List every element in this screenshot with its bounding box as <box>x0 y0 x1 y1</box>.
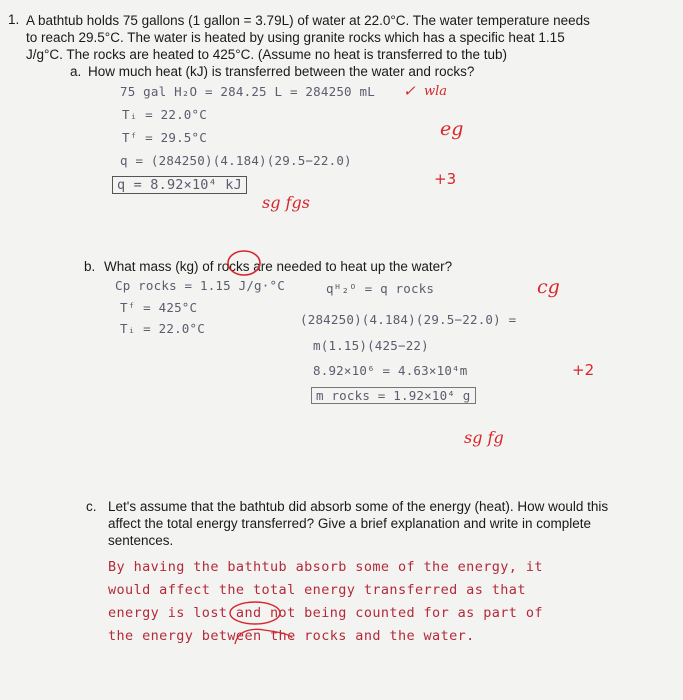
part-c-answer-line-2: would affect the total energy transferred as that <box>108 582 526 598</box>
part-a-work-3: Tᶠ = 29.5°C <box>122 130 207 145</box>
circled-lost-mark <box>228 600 282 626</box>
part-b-work-right-3: m(1.15)(425−22) <box>313 338 429 353</box>
question-line-3: J/g°C. The rocks are heated to 425°C. (Assume no heat is transferred to the tub) <box>26 47 508 62</box>
part-a-question: How much heat (kJ) is transferred between the water and rocks? <box>88 64 475 79</box>
grader-code-a: eg <box>440 118 464 140</box>
part-a-work-4: q = (284250)(4.184)(29.5−22.0) <box>120 153 352 168</box>
part-b-work-right-1: qᴴ₂ᴼ = q rocks <box>326 281 435 296</box>
part-c-question-line-1: Let's assume that the bathtub did absorb some of the energy (heat). How would this <box>108 499 609 514</box>
score-a: +3 <box>434 170 457 188</box>
circled-kg-mark <box>226 248 262 278</box>
grader-note-a: wla <box>424 84 448 99</box>
grader-code-b: cg <box>537 276 560 298</box>
part-a-answer: q = 8.92×10⁴ kJ <box>112 176 247 194</box>
sigfig-note-b: sg fg <box>464 428 504 447</box>
part-c-question-line-2: affect the total energy transferred? Give a brief explanation and write in complete <box>108 516 592 531</box>
part-c-answer-line-1: By having the bathtub absorb some of the energy, it <box>108 559 543 575</box>
score-b: +2 <box>572 361 595 379</box>
part-b-work-left-2: Tᶠ = 425°C <box>120 300 198 315</box>
question-line-2: to reach 29.5°C. The water is heated by using granite rocks which has a specific heat 1.15 <box>26 30 565 45</box>
part-b-work-right-4: 8.92×10⁶ = 4.63×10⁴m <box>313 363 468 378</box>
part-a-work-1: 75 gal H₂O = 284.25 L = 284250 mL <box>120 84 375 99</box>
part-b-work-left-3: Tᵢ = 22.0°C <box>120 321 205 336</box>
part-c-answer-line-4: the energy between the rocks and the water. <box>108 628 475 644</box>
question-line-1: A bathtub holds 75 gallons (1 gallon = 3.79L) of water at 22.0°C. The water temperature needs <box>26 13 590 28</box>
part-c-question-line-3: sentences. <box>108 533 174 548</box>
part-a-label: a. <box>70 64 82 79</box>
part-b-work-right-2: (284250)(4.184)(29.5−22.0) = <box>300 312 517 327</box>
part-c-answer-line-3: energy is lost and not being counted for as part of <box>108 605 543 621</box>
sigfig-note-a: sg fgs <box>262 193 310 212</box>
grader-check-a: ✓ <box>403 82 416 100</box>
part-b-label: b. <box>84 259 96 274</box>
part-b-answer: m rocks = 1.92×10⁴ g <box>311 387 476 404</box>
part-b-question: What mass (kg) of rocks are needed to heat up the water? <box>104 259 453 274</box>
part-a-work-2: Tᵢ = 22.0°C <box>122 107 207 122</box>
circled-between-mark <box>232 626 296 648</box>
part-c-label: c. <box>86 499 97 514</box>
part-b-work-left-1: Cp rocks = 1.15 J/g·°C <box>115 278 285 293</box>
question-number: 1. <box>8 12 20 27</box>
